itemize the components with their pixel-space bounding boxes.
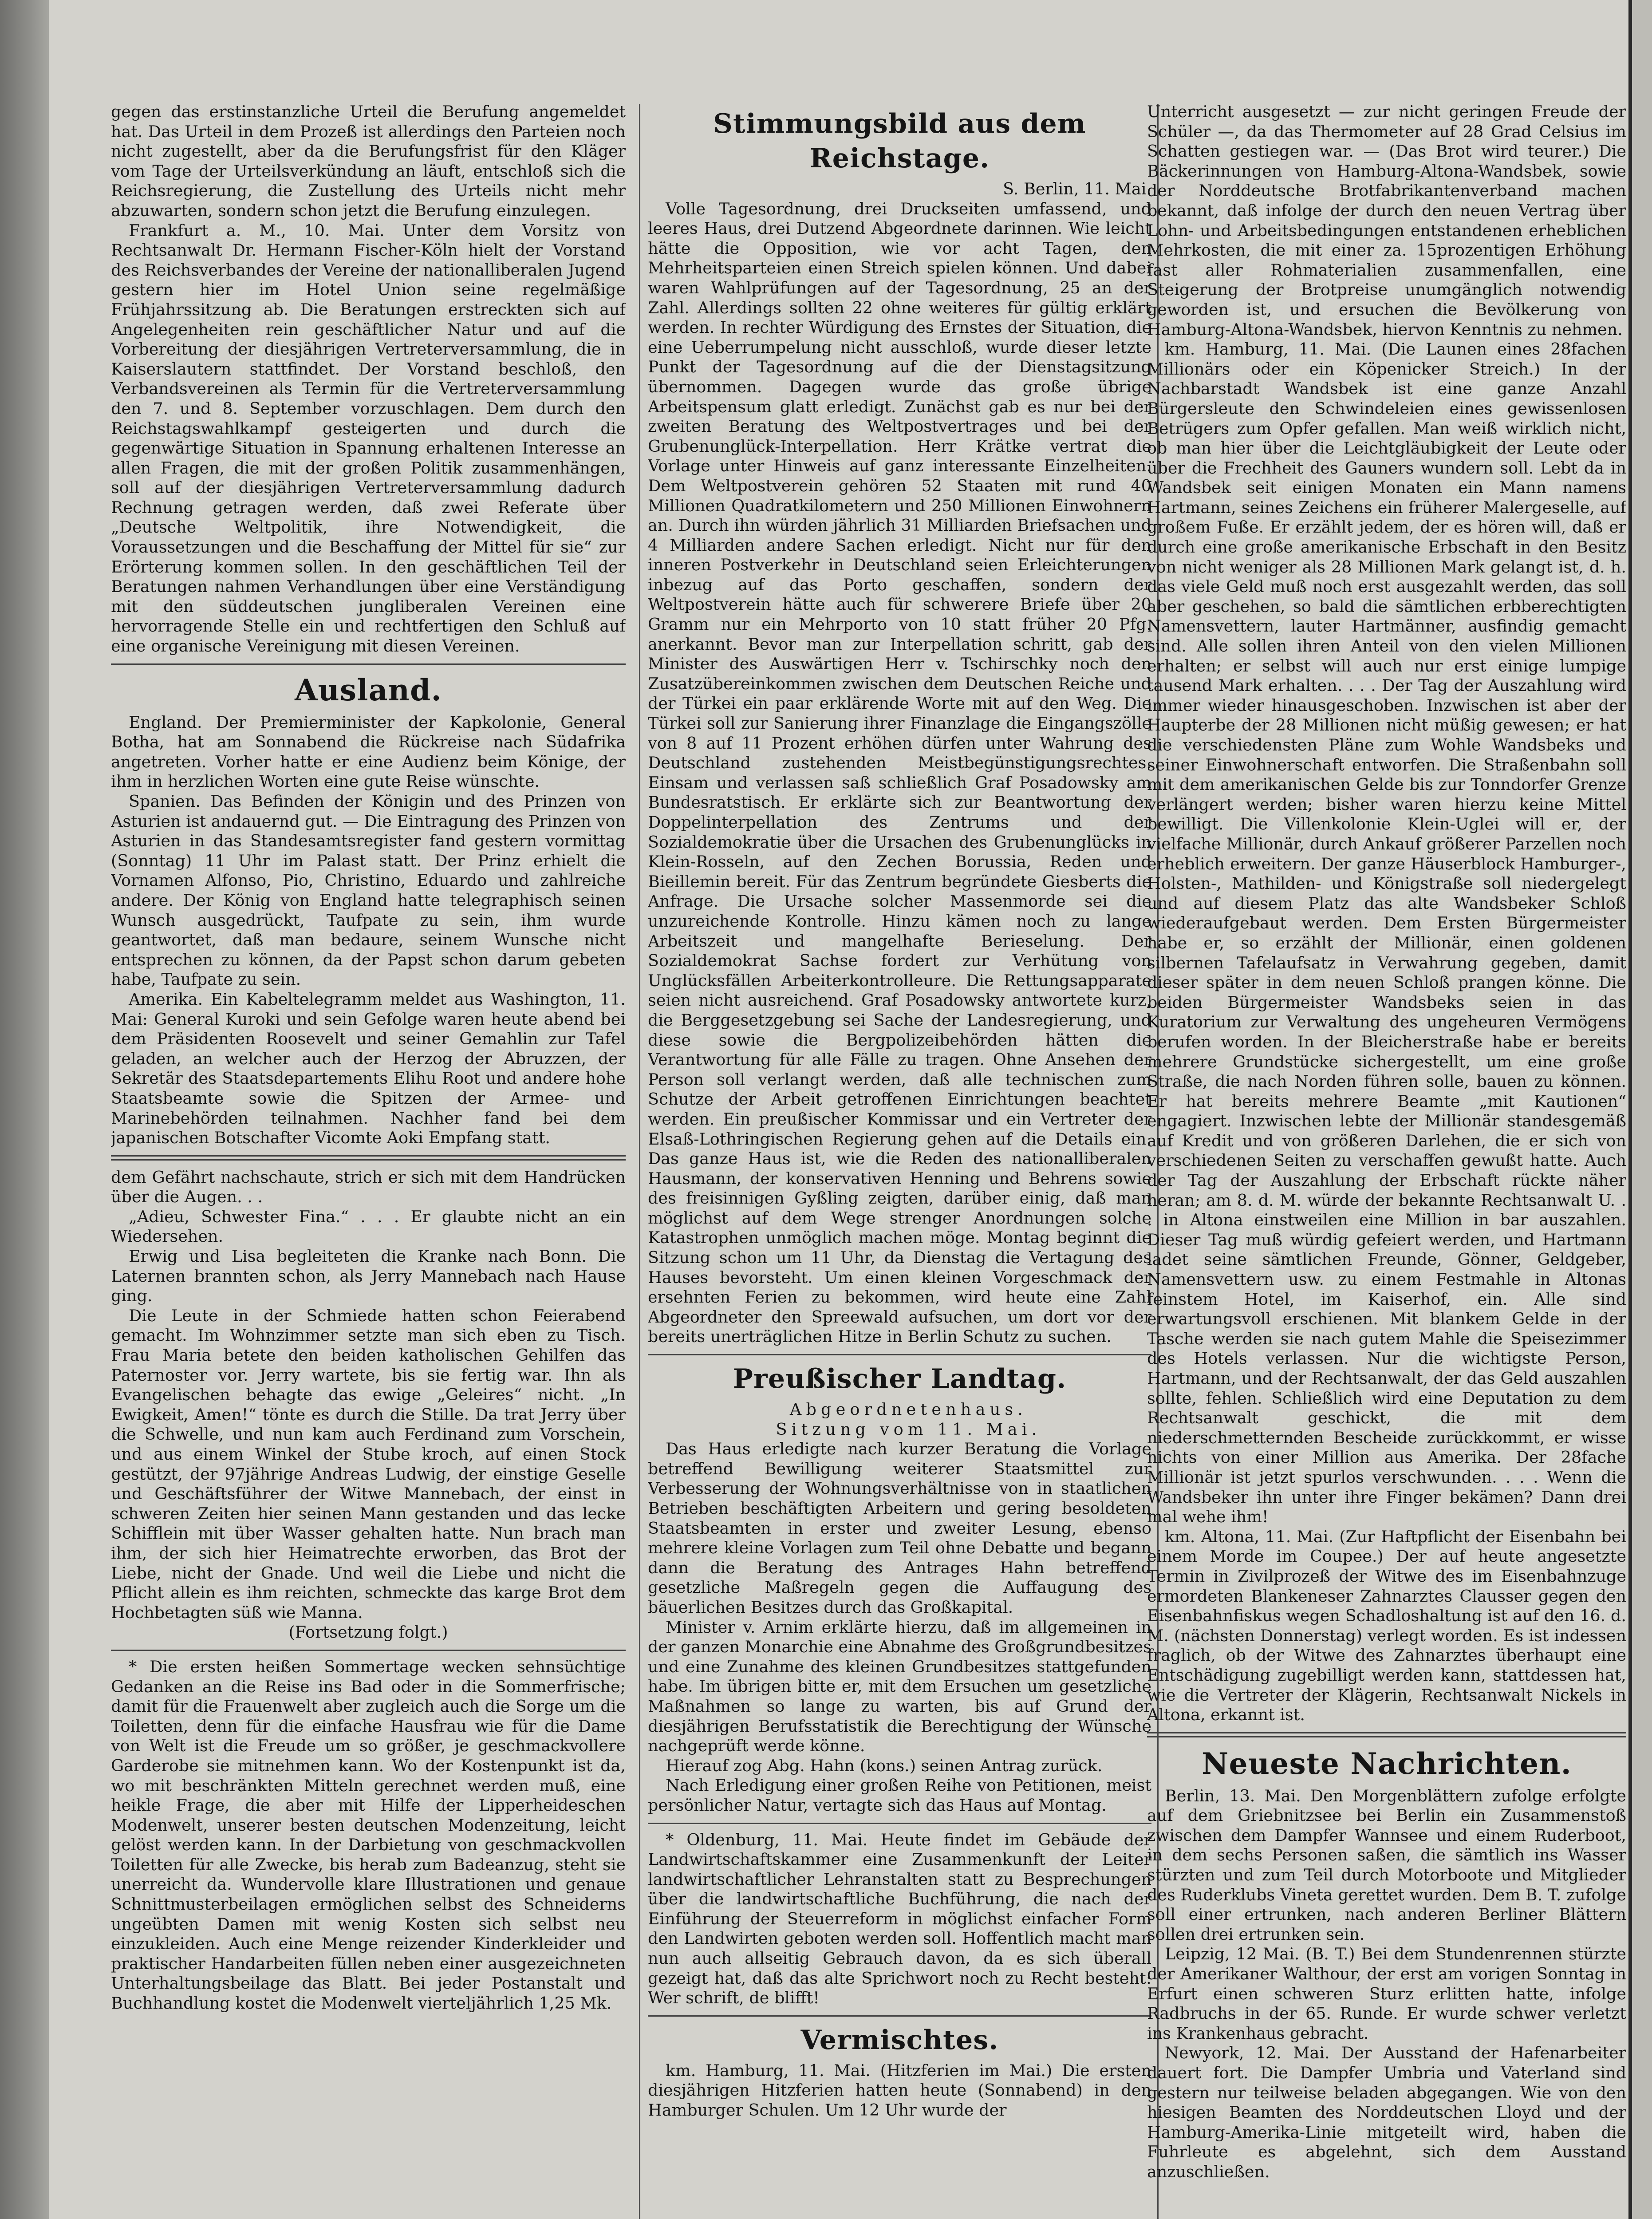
section-rule xyxy=(648,1823,1151,1824)
article-landtag: Das Haus erledigte nach kurzer Beratung die Vorlage betreffend Bewilligung weiterer Staatsmittel zur Verbesserung der Wohnungsverhältnisse von in staatlichen Betrieben beschäftigten Arbeitern und gering besoldeten Staatsbeamten in erster und zweiter Lesung, ebenso mehrere kleine Vorlagen zum Teil ohne Debatte und begann dann die Beratung des Antrages Hahn betreffend gesetzliche Maßregeln gegen die Auffaugung des bäuerlichen Besitzes durch das Großkapital. xyxy=(648,1439,1151,1617)
dateline-reichstag: S. Berlin, 11. Mai. xyxy=(1003,179,1151,198)
article-oldenburg: * Oldenburg, 11. Mai. Heute findet im Gebäude der Landwirtschaftskammer eine Zusammenkunft der Leiter landwirtschaftlicher Lehranstalten statt zu Besprechungen über die landwirtschaftliche Buchführung, die nach der Einführung der Steuerreform in möglichst einfacher Form den Landwirten geboten werden soll. Hoffentlich macht man nun auch allseitig Gebrauch davon, da es sich überall gezeigt hat, daß das alte Sprichwort noch zu Recht besteht: Wer schrift, de blifft! xyxy=(648,1830,1151,2008)
article-landtag: Hierauf zog Abg. Hahn (kons.) seinen Antrag zurück. xyxy=(666,1756,1103,1775)
news-leipzig: Leipzig, 12 Mai. (B. T.) Bei dem Stundenrennen stürzte der Amerikaner Walthour, der erst am vorigen Sonntag in Erfurt einen schweren Sturz erlitten hatte, infolge Radbruchs in der 65. Runde. Er wurde schwer verletzt ins Krankenhaus gebracht. xyxy=(1147,1944,1626,2043)
article-reichstag: Volle Tagesordnung, drei Druckseiten umfassend, und leeres Haus, drei Dutzend Abgeordnete darinnen. Wie leicht hätte die Opposition, wie vor acht Tagen, den Mehrheitsparteien einen Streich spielen können. Und dabei waren Wahlprüfungen auf der Tagesordnung, 25 an der Zahl. Allerdings sollten 22 ohne weiteres für gültig erklärt werden. In rechter Würdigung des Ernstes der Situation, die eine Ueberrumpelung nicht ausschloß, wurde dieser letzte Punkt der Tagesordnung auf die der Dienstagsitzung übernommen. Dagegen wurde das große übrige Arbeitspensum glatt erledigt. Zunächst gab es nur bei der zweiten Beratung des Weltpostvertrages und bei der Grubenunglück-Interpellation. Herr Krätke vertrat die Vorlage unter Hinweis auf ganz interessante Einzelheiten. Dem Weltpostverein gehören 52 Staaten mit rund 40 Millionen Quadratkilometern und 250 Millionen Einwohnern an. Durch ihn würden jährlich 31 Milliarden Briefsachen und 4 Milliarden andere Sachen erledigt. Nicht nur für den inneren Postverkehr in Deutschland seien Erleichterungen inbezug auf das Porto geschaffen, sondern der Weltpostverein hätte auch für schwerere Briefe über 20 Gramm nur ein Mehrporto von 10 statt früher 20 Pfg. anerkannt. Bevor man zur Interpellation schritt, gab der Minister des Auswärtigen Herr v. Tschirschky noch den Zusatzübereinkommen zwischen dem Deutschen Reiche und der Türkei ein paar erklärende Worte mit auf den Weg. Die Türkei soll zur Sanierung ihrer Finanzlage die Eingangszölle von 8 auf 11 Prozent erhöhen dürfen unter Wahrung des Deutschland zustehenden Meistbegünstigungsrechtes. Einsam und verlassen saß schließlich Graf Posadowsky am Bundesratstisch. Er erklärte sich zur Beantwortung der Doppelinterpellation des Zentrums und der Sozialdemokratie über die Ursachen des Grubenunglücks in Klein-Rosseln, auf den Zechen Borussia, Reden und Bieillemin bereit. Für das Zentrum begründete Giesberts die Anfrage. Die Ursache solcher Massenmorde sei die unzureichende Kontrolle. Hinzu kämen noch zu lange Arbeitszeit und mangelhafte Berieselung. Der Sozialdemokrat Sachse fordert zur Verhütung von Unglücksfällen Arbeiterkontrolleure. Die Rettungsapparate seien nicht ausreichend. Graf Posadowsky antwortete kurz, die Berggesetzgebung sei Sache der Landesregierung, und diese sowie die Bergpolizeibehörden hätten die Verantwortung für alle Fälle zu tragen. Ohne Ansehen der Person soll verlangt werden, daß alle technischen zum Schutze der Arbeit getroffenen Einrichtungen beachtet werden. Ein preußischer Kommissar und ein Vertreter der Elsaß-Lothringischen Regierung gehen auf die Details ein. Das ganze Haus ist, wie die Reden des nationalliberalen Hausmann, der konservativen Henning und Behrens sowie des freisinnigen Gyßling zeigten, darüber einig, daß man möglichst auf dem Wege strenger Anordnungen solche Katastrophen unmöglich machen möge. Montag beginnt die Sitzung schon um 11 Uhr, da Dienstag die Vertagung des Hauses bevorsteht. Um einen kleinen Vorgeschmack der ersehnten Ferien zu bekommen, wird heute eine Zahl Abgeordneter den Spreewald aufsuchen, um dort vor der bereits unerträglichen Hitze in Berlin Schutz zu suchen. xyxy=(648,199,1151,1346)
novel-paragraph: dem Gefährt nachschaute, strich er sich mit dem Handrücken über die Augen. . . xyxy=(111,1167,626,1207)
column-middle xyxy=(648,102,1151,2219)
news-berlin: Berlin, 13. Mai. Den Morgenblättern zufolge erfolgte auf dem Griebnitzsee bei Berlin ein Zusammenstoß zwischen dem Dampfer Wannsee und einem Ruderboot, in dem sechs Personen saßen, die sämtlich ins Wasser stürzten und zum Teil durch Motorboote und Mitglieder des Ruderklubs Vineta gerettet wurden. Dem B. T. zufolge soll einer ertrunken, nach anderen Berliner Blättern sollen drei ertrunken sein. xyxy=(1147,1786,1626,1944)
article-landtag: Nach Erledigung einer großen Reihe von Petitionen, meist persönlicher Natur, vertagte sich das Haus auf Montag. xyxy=(648,1776,1151,1815)
subheading-abgeordnetenhaus: Abgeordnetenhaus. xyxy=(789,1400,1028,1419)
heading-vermischtes: Vermischtes. xyxy=(800,2024,999,2056)
section-rule xyxy=(648,1354,1151,1355)
section-rule xyxy=(111,1650,626,1651)
news-newyork: Newyork, 12. Mai. Der Ausstand der Hafenarbeiter dauert fort. Die Dampfer Umbria und Vaterland sind gestern nur teilweise beladen abgegangen. Wie von den hiesigen Beamten des Norddeutschen Lloyd und der Hamburg-Amerika-Linie mitgeteilt wird, haben die Fuhrleute es abgelehnt, sich dem Ausstand anzuschließen. xyxy=(1147,2043,1626,2181)
article-altona: km. Altona, 11. Mai. (Zur Haftpflicht der Eisenbahn bei einem Morde im Coupee.) Der auf heute angesetzte Termin in Zivilprozeß der Witwe des im Eisenbahnzuge ermordeten Blankeneser Zahnarztes Clausser gegen den Eisenbahnfiskus wegen Schadloshaltung ist auf den 16. d. M. (nächsten Donnerstag) verlegt worden. Es ist indessen fraglich, ob der Witwe des Zahnarztes überhaupt eine Entschädigung zugebilligt werden kann, stattdessen hat, wie die Vertreter der Klägerin, Rechtsanwalt Nickels in Altona, erkannt ist. xyxy=(1147,1527,1626,1725)
double-rule xyxy=(1147,1732,1626,1737)
column-left xyxy=(111,102,626,2219)
heading-neueste-nachrichten: Neueste Nachrichten. xyxy=(1201,1746,1572,1781)
subheading-sitzung: Sitzung vom 11. Mai. xyxy=(776,1419,1041,1439)
article-england: England. Der Premierminister der Kapkolonie, General Botha, hat am Sonnabend die Rückreise nach Südafrika angetreten. Vorher hatte er eine Audienz beim Könige, der ihm in herzlichen Worten eine gute Reise wünschte. xyxy=(111,712,626,791)
double-rule xyxy=(111,1155,626,1161)
article-continuation: Unterricht ausgesetzt — zur nicht geringen Freude der Schüler —, da das Thermometer auf 28 Grad Celsius im Schatten gestiegen war. — (Das Brot wird teurer.) Die Bäckerinnungen von Hamburg-Altona-Wandsbek, sowie der Norddeutsche Brotfabrikantenverband machen bekannt, daß infolge der durch den neuen Vertrag über Lohn- und Arbeitsbedingungen entstandenen erheblichen Mehrkosten, die mit einer za. 15prozentigen Erhöhung fast aller Rohmaterialien zusammenfallen, eine Steigerung der Brotpreise unumgänglich notwendig geworden ist, und ersuchen die Bevölkerung von Hamburg-Altona-Wandsbek, hiervon Kenntnis zu nehmen. xyxy=(1147,102,1626,339)
heading-landtag: Preußischer Landtag. xyxy=(733,1363,1067,1395)
article-frankfurt: Frankfurt a. M., 10. Mai. Unter dem Vorsitz von Rechtsanwalt Dr. Hermann Fischer-Köln hielt der Vorstand des Reichsverbandes der Vereine der nationalliberalen Jugend gestern hier im Hotel Union seine regelmäßige Frühjahrssitzung ab. Die Beratungen erstreckten sich auf Angelegenheiten rein geschäftlicher Natur und auf die Vorbereitung der diesjährigen Vertreterversammlung, die in Kaiserslautern stattfindet. Der Vorstand beschloß, den Verbandsvereinen als Termin für die Vertreterversammlung den 7. und 8. September vorzuschlagen. Dem durch den Reichstagswahlkampf gesteigerten und durch die gegenwärtige Situation in Spannung erhaltenen Interesse an allen Fragen, die mit der großen Politik zusammenhängen, soll auf der diesjährigen Vertreterversammlung dadurch Rechnung getragen werden, daß zwei Referate über „Deutsche Weltpolitik, ihre Notwendigkeit, die Voraussetzungen und die Beschaffung der Mittel für sie“ zur Erörterung kommen sollen. In den geschäftlichen Teil der Beratungen nahmen Verhandlungen über eine Verständigung mit den süddeutschen jungliberalen Vereinen eine hervorragende Stelle ein und rechtfertigen den Schluß auf eine organische Vereinigung mit diesen Vereinen. xyxy=(111,221,626,656)
article-hamburg-millionaer: km. Hamburg, 11. Mai. (Die Launen eines 28fachen Millionärs oder ein Köpenicker Streich.) In der Nachbarstadt Wandsbek ist eine ganze Anzahl Bürgersleute den Schwindeleien eines gewissenlosen Betrügers zum Opfer gefallen. Man weiß wirklich nicht, ob man hier über die Leichtgläubigkeit der Leute oder über die Frechheit des Gauners wundern soll. Lebt da in Wandsbek seit einigen Monaten ein Mann namens Hartmann, seines Zeichens ein früherer Malergeselle, auf großem Fuße. Er erzählt jedem, der es hören will, daß er durch eine große amerikanische Erbschaft in den Besitz von nicht weniger als 28 Millionen Mark gelangt ist, d. h. das viele Geld muß noch erst ausgezahlt werden, das soll aber geschehen, so bald die sämtlichen erbberechtigten Namensvettern, lauter Hartmänner, ausfindig gemacht sind. Alle sollen ihren Anteil von den vielen Millionen erhalten; er selbst will auch nur erst einige lumpige tausend Mark erhalten. . . . Der Tag der Auszahlung wird immer wieder hinausgeschoben. Inzwischen ist aber der Haupterbe der 28 Millionen nicht müßig gewesen; er hat die verschiedensten Pläne zum Wohle Wandsbeks und seiner Einwohnerschaft entworfen. Die Straßenbahn soll mit dem amerikanischen Gelde bis zur Tonndorfer Grenze verlängert werden; bisher waren hierzu keine Mittel bewilligt. Die Villenkolonie Klein-Uglei will er, der vielfache Millionär, durch Ankauf größerer Parzellen noch erheblich erweitern. Der ganze Häuserblock Hamburger-, Holsten-, Mathilden- und Königstraße soll niedergelegt und auf diesem Platz das alte Wandsbeker Schloß wiederaufgebaut werden. Dem Ersten Bürgermeister habe er, so erzählt der Millionär, einen goldenen silbernen Tafelaufsatz in Verwahrung gegeben, damit dieser später in dem neuen Schloß prangen könne. Die beiden Bürgermeister Wandsbeks seien in das Kuratorium zur Verwaltung des ungeheuren Vermögens berufen worden. In der Bleicherstraße habe er bereits mehrere Grundstücke sichergestellt, um eine große Straße, die nach Norden führen solle, bauen zu können. Er hat bereits mehrere Beamte „mit Kautionen“ engagiert. Inzwischen lebte der Millionär standesgemäß auf Kredit und von größeren Darlehen, die er sich von verschiedenen Seiten zu verschaffen gewußt hatte. Auch der Tag der Auszahlung der Erbschaft rückte näher heran; am 8. d. M. würde der bekannte Rechtsanwalt U. . . in Altona einstweilen eine Million in bar auszahlen. Dieser Tag muß würdig gefeiert werden, und Hartmann ladet seine sämtlichen Freunde, Gönner, Geldgeber, Namensvettern usw. zu einem Festmahle in Altonas feinstem Hotel, im Kaiserhof, ein. Alle sind erwartungsvoll erschienen. Mit blankem Gelde in der Tasche werden sie nach gutem Mahle die Speisezimmer des Hotels verlassen. Nur die wichtigste Person, Hartmann, und der Rechtsanwalt, der das Geld auszahlen sollte, fehlen. Schließlich wird eine Deputation zu dem Rechtsanwalt geschickt, die mit dem niederschmetternden Bescheide zurückkommt, er wisse nichts von einer Million aus Amerika. Der 28fache Millionär ist jetzt spurlos verschwunden. . . . Wenn die Wandsbeker ihn unter ihre Finger bekämen? Dann drei mal wehe ihm! xyxy=(1147,340,1626,1527)
column-right xyxy=(1147,102,1626,2219)
article-landtag: Minister v. Arnim erklärte hierzu, daß im allgemeinen in der ganzen Monarchie eine Abnahme des Großgrundbesitzes und eine Zunahme des kleinen Grundbesitzes stattgefunden habe. Im übrigen bitte er, mit dem Ersuchen um gesetzliche Maßnahmen so lange zu warten, bis auf Grund der diesjährigen Berufsstatistik die Berechtigung der Wünsche nachgeprüft werde könne. xyxy=(648,1617,1151,1756)
article-amerika: Amerika. Ein Kabeltelegramm meldet aus Washington, 11. Mai: General Kuroki und sein Gefolge waren heute abend bei dem Präsidenten Roosevelt und seiner Gemahlin zur Tafel geladen, an welcher auch der Herzog der Abruzzen, der Sekretär des Staatsdepartements Elihu Root und andere hohe Staatsbeamte sowie die Spitzen der Armee- und Marinebehörden teilnahmen. Nachher fand bei dem japanischen Botschafter Vicomte Aoki Empfang statt. xyxy=(111,989,626,1148)
novel-paragraph: „Adieu, Schwester Fina.“ . . . Er glaubte nicht an ein Wiedersehen. xyxy=(111,1207,626,1246)
novel-continuation-note: (Fortsetzung folgt.) xyxy=(288,1623,448,1642)
novel-paragraph: Erwig und Lisa begleiteten die Kranke nach Bonn. Die Laternen brannten schon, als Jerry Mannebach nach Hause ging. xyxy=(111,1247,626,1306)
article-continuation: gegen das erstinstanzliche Urteil die Berufung angemeldet hat. Das Urteil in dem Prozeß ist allerdings den Parteien noch nicht zugestellt, aber da die Berufungsfrist für den Kläger vom Tage der Urteilsverkündung an läuft, entschloß sich die Reichsregierung, die Zustellung des Urteils nicht mehr abzuwarten, sondern schon jetzt die Berufung einzulegen. xyxy=(111,102,626,220)
article-sommer-mode: * Die ersten heißen Sommertage wecken sehnsüchtige Gedanken an die Reise ins Bad oder in die Sommerfrische; damit für die Frauenwelt aber zugleich auch die Sorge um die Toiletten, denn für die einfache Hausfrau wie für die Dame von Welt ist die Freude um so größer, je geschmackvollere Garderobe sie mitnehmen kann. Wo der Kostenpunkt ist da, wo mit beschränkten Mitteln gerechnet werden muß, eine heikle Frage, die aber mit Hilfe der Lipperheideschen Modenwelt, unserer besten deutschen Modenzeitung, leicht gelöst werden kann. In der Darbietung von geschmackvollen Toiletten für alle Zwecke, bis herab zum Badeanzug, steht sie unerreicht da. Wundervolle klare Illustrationen und genaue Schnittmusterbeilagen ermöglichen selbst des Schneiderns ungeübten Damen mit wenig Kosten sich selbst neu einzukleiden. Auch eine Menge reizender Kinderkleider und praktischer Handarbeiten füllen neben einer ausgezeichneten Unterhaltungsbeilage das Blatt. Bei jeder Postanstalt und Buchhandlung kostet die Modenwelt vierteljährlich 1,25 Mk. xyxy=(111,1657,626,2013)
adjacent-page-edge xyxy=(1632,0,1652,2219)
heading-reichstag: Stimmungsbild aus dem Reichstage. xyxy=(713,108,1086,174)
article-hamburg-hitzferien: km. Hamburg, 11. Mai. (Hitzferien im Mai.) Die ersten diesjährigen Hitzferien hatten heute (Sonnabend) in den Hamburger Schulen. Um 12 Uhr wurde der xyxy=(648,2061,1151,2120)
section-rule xyxy=(648,2015,1151,2017)
article-spanien: Spanien. Das Befinden der Königin und des Prinzen von Asturien ist andauernd gut. — Die Eintragung des Prinzen von Asturien in das Standesamtsregister fand gestern vormittag (Sonntag) 11 Uhr im Palast statt. Der Prinz erhielt die Vornamen Alfonso, Pio, Christino, Eduardo und zahlreiche andere. Der König von England hatte telegraphisch seinen Wunsch ausgedrückt, Taufpate zu sein, ihm wurde geantwortet, daß man bedaure, seinem Wunsche nicht entsprechen zu können, da der Papst schon darum gebeten habe, Taufpate zu sein. xyxy=(111,792,626,989)
heading-ausland: Ausland. xyxy=(295,672,442,707)
section-rule xyxy=(111,663,626,665)
column-divider-1 xyxy=(639,104,640,2219)
novel-paragraph: Die Leute in der Schmiede hatten schon Feierabend gemacht. Im Wohnzimmer setzte man sich eben zu Tisch. Frau Maria betete den beiden katholischen Gehilfen das Paternoster vor. Jerry wartete, bis sie fertig war. Ihn als Evangelischen behagte das ewige „Geleires“ nicht. „In Ewigkeit, Amen!“ tönte es durch die Stille. Da trat Jerry über die Schwelle, und nun kam auch Ferdinand zum Vorschein, und aus einem Winkel der Stube kroch, auf einen Stock gestützt, der 97jährige Andreas Ludwig, der einstige Geselle und Geschäftsführer der Witwe Mannebach, der einst in schweren Zeiten hier seinen Mann gestanden und das lecke Schifflein mit über Wasser gehalten hatte. Nun brach man ihm, der sich hier Heimatrechte erworben, das Brot der Liebe, nicht der Gnade. Und weil die Liebe und nicht die Pflicht allein es ihm reichten, schmeckte das karge Brot dem Hochbetagten süß wie Manna. xyxy=(111,1306,626,1622)
scan-left-margin xyxy=(0,0,49,2219)
